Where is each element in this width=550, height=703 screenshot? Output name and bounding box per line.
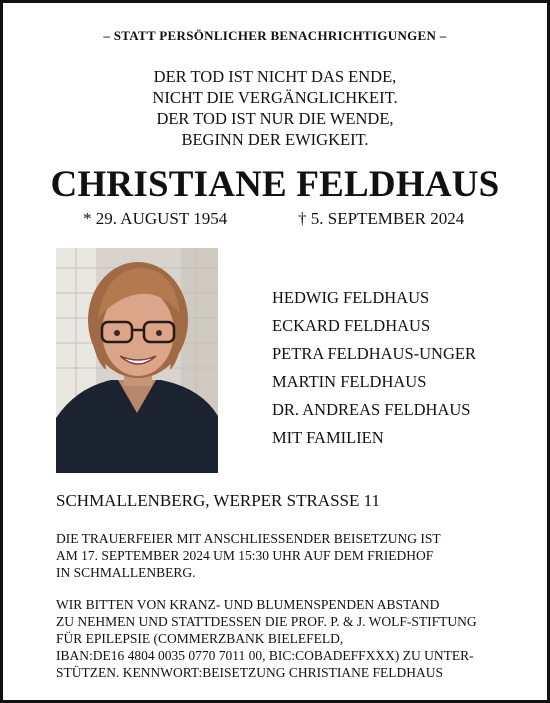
mourners-list [272,284,476,452]
portrait-image [56,248,218,473]
donation-info [56,596,477,681]
deceased-name: CHRISTIANE FELDHAUS [50,164,500,205]
portrait-photo [56,248,218,473]
verse-line: NICHT DIE VERGÄNGLICHKEIT. [152,88,398,107]
donation-line: STÜTZEN. KENNWORT:BEISETZUNG CHRISTIANE FELDHAUS [56,665,443,680]
verse-line: DER TOD IST NUR DIE WENDE, [156,109,394,128]
mourner-name: MARTIN FELDHAUS [272,372,427,391]
donation-line: WIR BITTEN VON KRANZ- UND BLUMENSPENDEN ABSTAND [56,597,440,612]
donation-line: IBAN:DE16 4804 0035 0770 7011 00, BIC:COBADEFFXXX) ZU UNTER- [56,648,474,663]
donation-line: FÜR EPILEPSIE (COMMERZBANK BIELEFELD, [56,631,344,646]
funeral-info [56,530,441,581]
verse [3,66,547,150]
mourner-name: PETRA FELDHAUS-UNGER [272,344,476,363]
death-date: † 5. SEPTEMBER 2024 [298,209,465,228]
mourner-name: HEDWIG FELDHAUS [272,288,430,307]
mourner-name: ECKARD FELDHAUS [272,316,431,335]
mourner-name: DR. ANDREAS FELDHAUS [272,400,471,419]
notice-header: – STATT PERSÖNLICHER BENACHRICHTIGUNGEN – [103,28,447,43]
birth-date: * 29. AUGUST 1954 [83,209,228,228]
funeral-line: AM 17. SEPTEMBER 2024 UM 15:30 UHR AUF DEM FRIEDHOF [56,548,434,563]
mourner-address: SCHMALLENBERG, WERPER STRASSE 11 [56,491,380,510]
funeral-line: DIE TRAUERFEIER MIT ANSCHLIESSENDER BEISETZUNG IST [56,531,441,546]
mourner-name: MIT FAMILIEN [272,428,384,447]
verse-line: BEGINN DER EWIGKEIT. [181,130,369,149]
donation-line: ZU NEHMEN UND STATTDESSEN DIE PROF. P. & J. WOLF-STIFTUNG [56,614,477,629]
funeral-line: IN SCHMALLENBERG. [56,565,196,580]
verse-line: DER TOD IST NICHT DAS ENDE, [153,67,397,86]
